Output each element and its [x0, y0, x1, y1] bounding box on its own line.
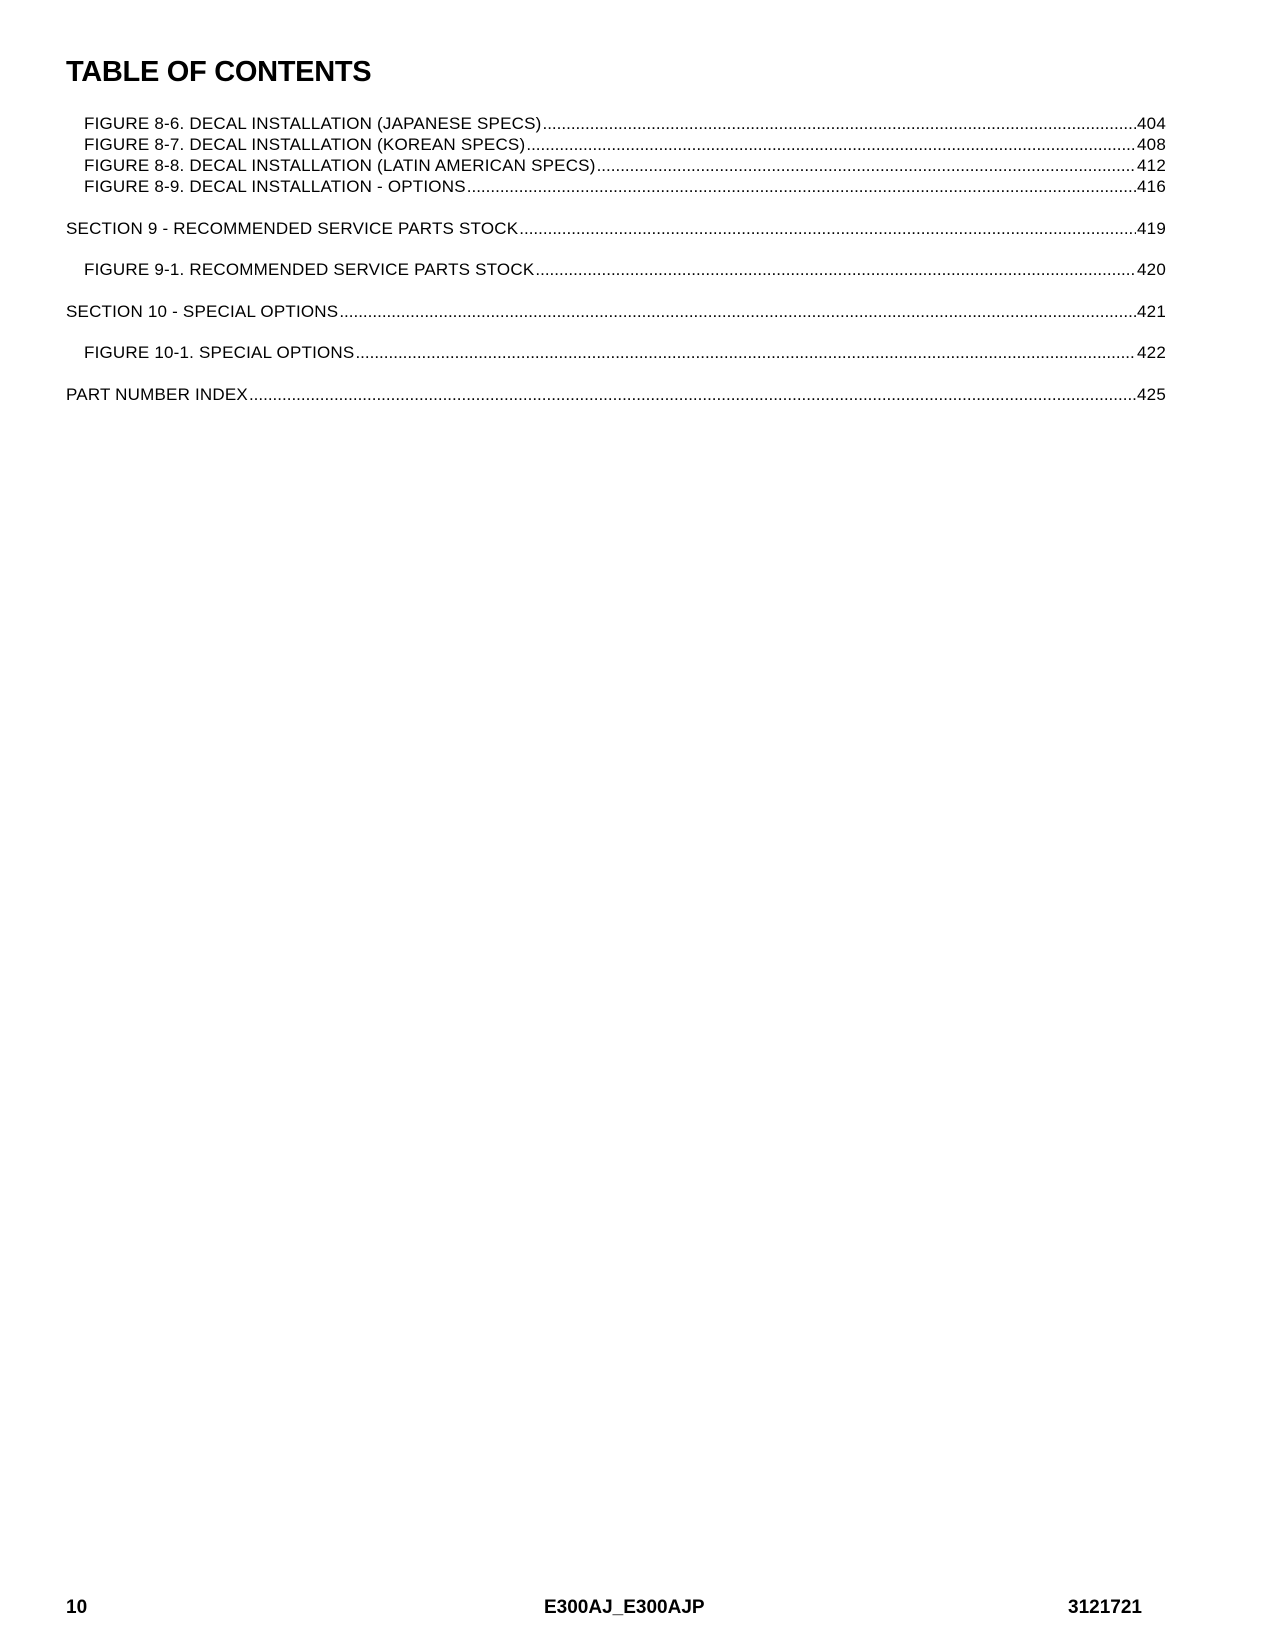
toc-leader-dots	[535, 260, 1136, 280]
toc-entry-label: PART NUMBER INDEX	[66, 385, 248, 404]
toc-entry-label: FIGURE 9-1. RECOMMENDED SERVICE PARTS STOCK	[84, 260, 535, 279]
toc-entry-page: 425	[1137, 385, 1166, 404]
toc-entry-section-10[interactable]	[66, 302, 1166, 322]
toc-entry-label: FIGURE 8-8. DECAL INSTALLATION (LATIN AMERICAN SPECS)	[84, 156, 596, 175]
toc-entry-page: 408	[1137, 135, 1166, 154]
toc-entry-label: FIGURE 8-9. DECAL INSTALLATION - OPTIONS	[84, 177, 466, 196]
toc-entry-part-number-index[interactable]	[66, 385, 1166, 405]
toc-leader-dots	[519, 219, 1136, 239]
toc-entry-page: 416	[1137, 177, 1166, 196]
toc-entry-page: 421	[1137, 302, 1166, 321]
toc-entry-label: SECTION 9 - RECOMMENDED SERVICE PARTS STOCK	[66, 219, 519, 238]
toc-entry-label: SECTION 10 - SPECIAL OPTIONS	[66, 302, 339, 321]
toc-entry-page: 420	[1137, 260, 1166, 279]
footer-doc-number: 3121721	[1068, 1597, 1142, 1618]
toc-entry-page: 412	[1137, 156, 1166, 175]
toc-entry-page: 404	[1137, 114, 1166, 133]
toc-entry-figure-9-1[interactable]	[84, 260, 1166, 280]
toc-entry-figure-8-6[interactable]	[84, 114, 1166, 134]
toc-leader-dots	[249, 385, 1136, 405]
toc-entry-label: FIGURE 8-7. DECAL INSTALLATION (KOREAN SPECS)	[84, 135, 526, 154]
toc-leader-dots	[339, 302, 1136, 322]
toc-entry-label: FIGURE 10-1. SPECIAL OPTIONS	[84, 343, 355, 362]
footer-page-number: 10	[66, 1597, 88, 1618]
toc-entry-label: FIGURE 8-6. DECAL INSTALLATION (JAPANESE SPECS)	[84, 114, 542, 133]
toc-entry-figure-8-9[interactable]	[84, 177, 1166, 197]
toc-entry-section-9[interactable]	[66, 219, 1166, 239]
toc-leader-dots	[597, 156, 1136, 176]
toc-leader-dots	[526, 135, 1136, 155]
footer-model: E300AJ_E300AJP	[544, 1597, 705, 1618]
toc-entry-figure-10-1[interactable]	[84, 343, 1166, 363]
toc-leader-dots	[467, 177, 1136, 197]
page-title: TABLE OF CONTENTS	[66, 56, 372, 88]
toc-entry-figure-8-7[interactable]	[84, 135, 1166, 155]
toc-entry-figure-8-8[interactable]	[84, 156, 1166, 176]
toc-leader-dots	[355, 343, 1136, 363]
toc-entry-page: 422	[1137, 343, 1166, 362]
toc-leader-dots	[542, 114, 1136, 134]
toc-entry-page: 419	[1137, 219, 1166, 238]
